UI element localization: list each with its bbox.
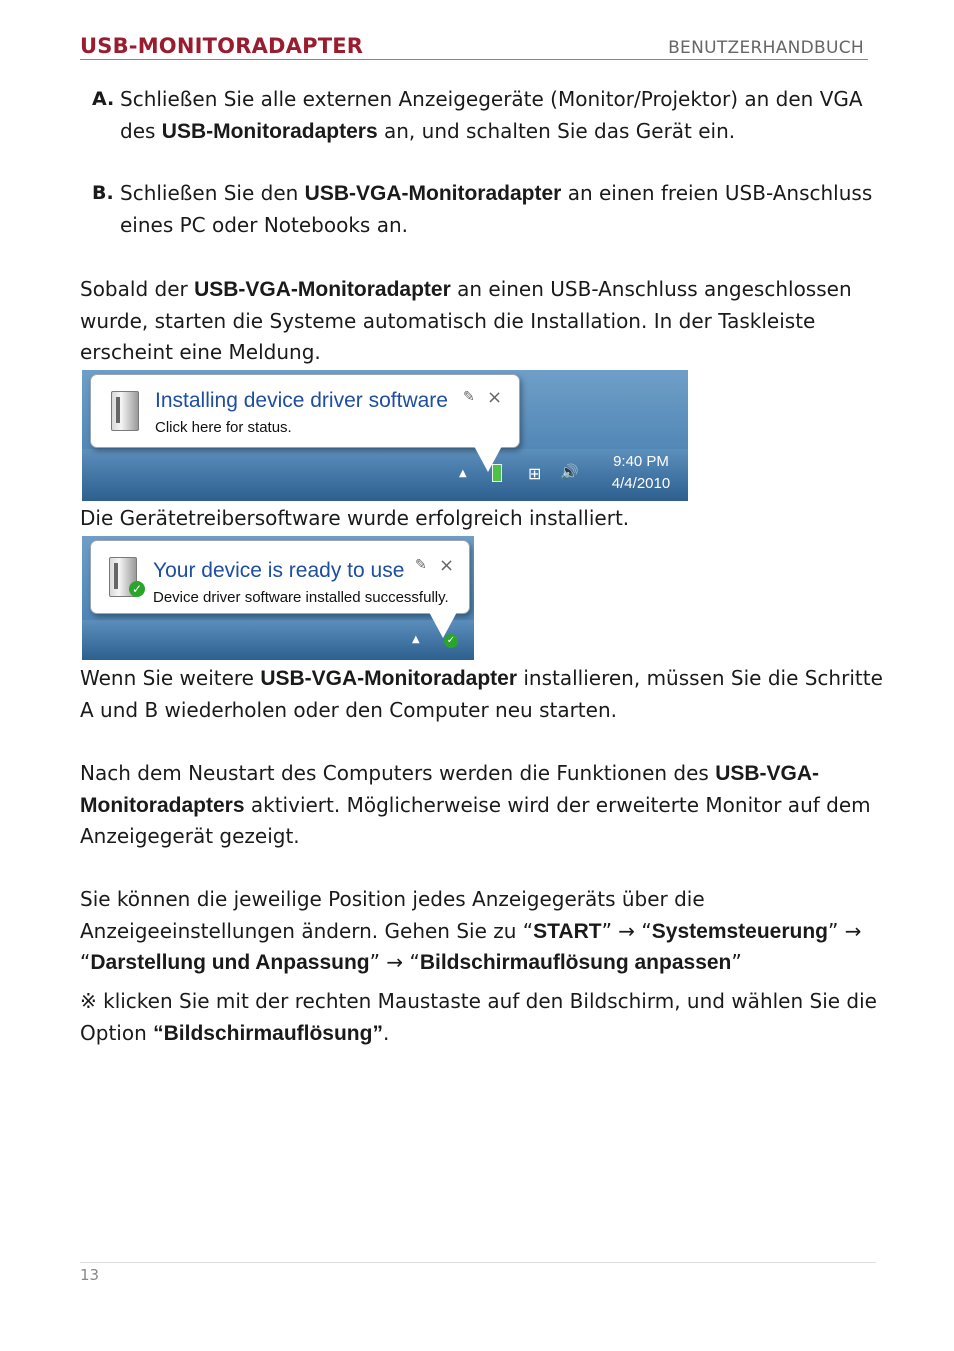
step-a-label: A. (92, 88, 115, 110)
paragraph-additional-adapters: Wenn Sie weitere USB-VGA-Monitoradapter installieren, müssen Sie die Schritte A und B wiederholen oder den Computer neu starten. (80, 666, 883, 722)
balloon-title: Your device is ready to use (153, 559, 405, 582)
balloon-subtitle: Device driver software installed successfully. (153, 589, 449, 606)
notification-balloon[interactable] (90, 540, 470, 614)
paragraph-install: Sobald der USB-VGA-Monitoradapter an einen USB-Anschluss angeschlossen wurde, starten die Systeme automatisch die Installation. In der Taskleiste erscheint eine Meldung. (80, 277, 852, 364)
pin-icon[interactable]: ✎ (463, 389, 475, 405)
menu-path-control-panel: Systemsteuerung (651, 919, 829, 943)
screenshot-installing (82, 370, 688, 501)
step-b-bold: USB-VGA-Monitoradapter (304, 182, 562, 205)
caption-installed: Die Gerätetreibersoftware wurde erfolgreich installiert. (80, 506, 630, 530)
clock[interactable] (600, 451, 682, 495)
screenshot-ready (82, 536, 474, 660)
page-number: 13 (80, 1266, 100, 1284)
usb-device-tray-icon[interactable] (492, 464, 502, 482)
volume-icon[interactable]: 🔊 (560, 463, 579, 481)
close-icon[interactable]: × (487, 387, 503, 408)
header-title: USB-MONITORADAPTER (80, 34, 364, 58)
taskbar (82, 449, 688, 501)
header-rule (80, 59, 868, 60)
show-hidden-icons-icon[interactable]: ▲ (459, 468, 467, 479)
paragraph-display-settings: Sie können die jeweilige Position jedes Anzeigegeräts über die Anzeigeeinstellungen ändern. Gehen Sie zu “START” → “Systemsteuerung” → “Darstellung und Anpassung” → “Bildschirmauflösung anpassen” (80, 887, 862, 974)
header-subtitle: BENUTZERHANDBUCH (668, 38, 864, 58)
network-icon[interactable]: ⊞ (528, 464, 542, 483)
note-right-click: ※ klicken Sie mit der rechten Maustaste auf den Bildschirm, und wählen Sie die Option “Bildschirmauflösung”. (80, 989, 877, 1045)
success-check-icon: ✓ (129, 581, 145, 597)
notification-balloon[interactable] (90, 374, 520, 448)
menu-path-start: START (533, 919, 602, 943)
step-b-label: B. (92, 182, 114, 204)
menu-path-appearance: Darstellung und Anpassung (90, 951, 370, 974)
show-hidden-icons-icon[interactable]: ▲ (412, 634, 420, 645)
step-a-bold: USB-Monitoradapters (161, 119, 378, 143)
paragraph-restart: Nach dem Neustart des Computers werden die Funktionen des USB-VGA-Monitoradapters aktiviert. Möglicherweise wird der erweiterte Monitor auf dem Anzeigegerät gezeigt. (80, 761, 871, 848)
balloon-title: Installing device driver software (155, 389, 448, 412)
close-icon[interactable]: × (439, 555, 455, 576)
device-icon (111, 391, 139, 431)
step-a: A. Schließen Sie alle externen Anzeigegeräte (Monitor/Projektor) an den VGA des USB-Monitoradapters an, und schalten Sie das Gerät ein. (92, 84, 892, 147)
step-b: B. Schließen Sie den USB-VGA-Monitoradapter an einen freien USB-Anschluss eines PC oder Notebooks an. (92, 178, 892, 241)
pin-icon[interactable]: ✎ (415, 557, 427, 573)
menu-path-resolution: Bildschirmauflösung anpassen (419, 951, 732, 974)
clock-time: 9:40 PM (613, 453, 669, 470)
clock-date: 4/4/2010 (611, 475, 671, 492)
footer-rule (80, 1262, 876, 1263)
balloon-subtitle: Click here for status. (155, 419, 292, 436)
usb-device-ready-tray-icon[interactable]: ✓ (444, 634, 458, 648)
